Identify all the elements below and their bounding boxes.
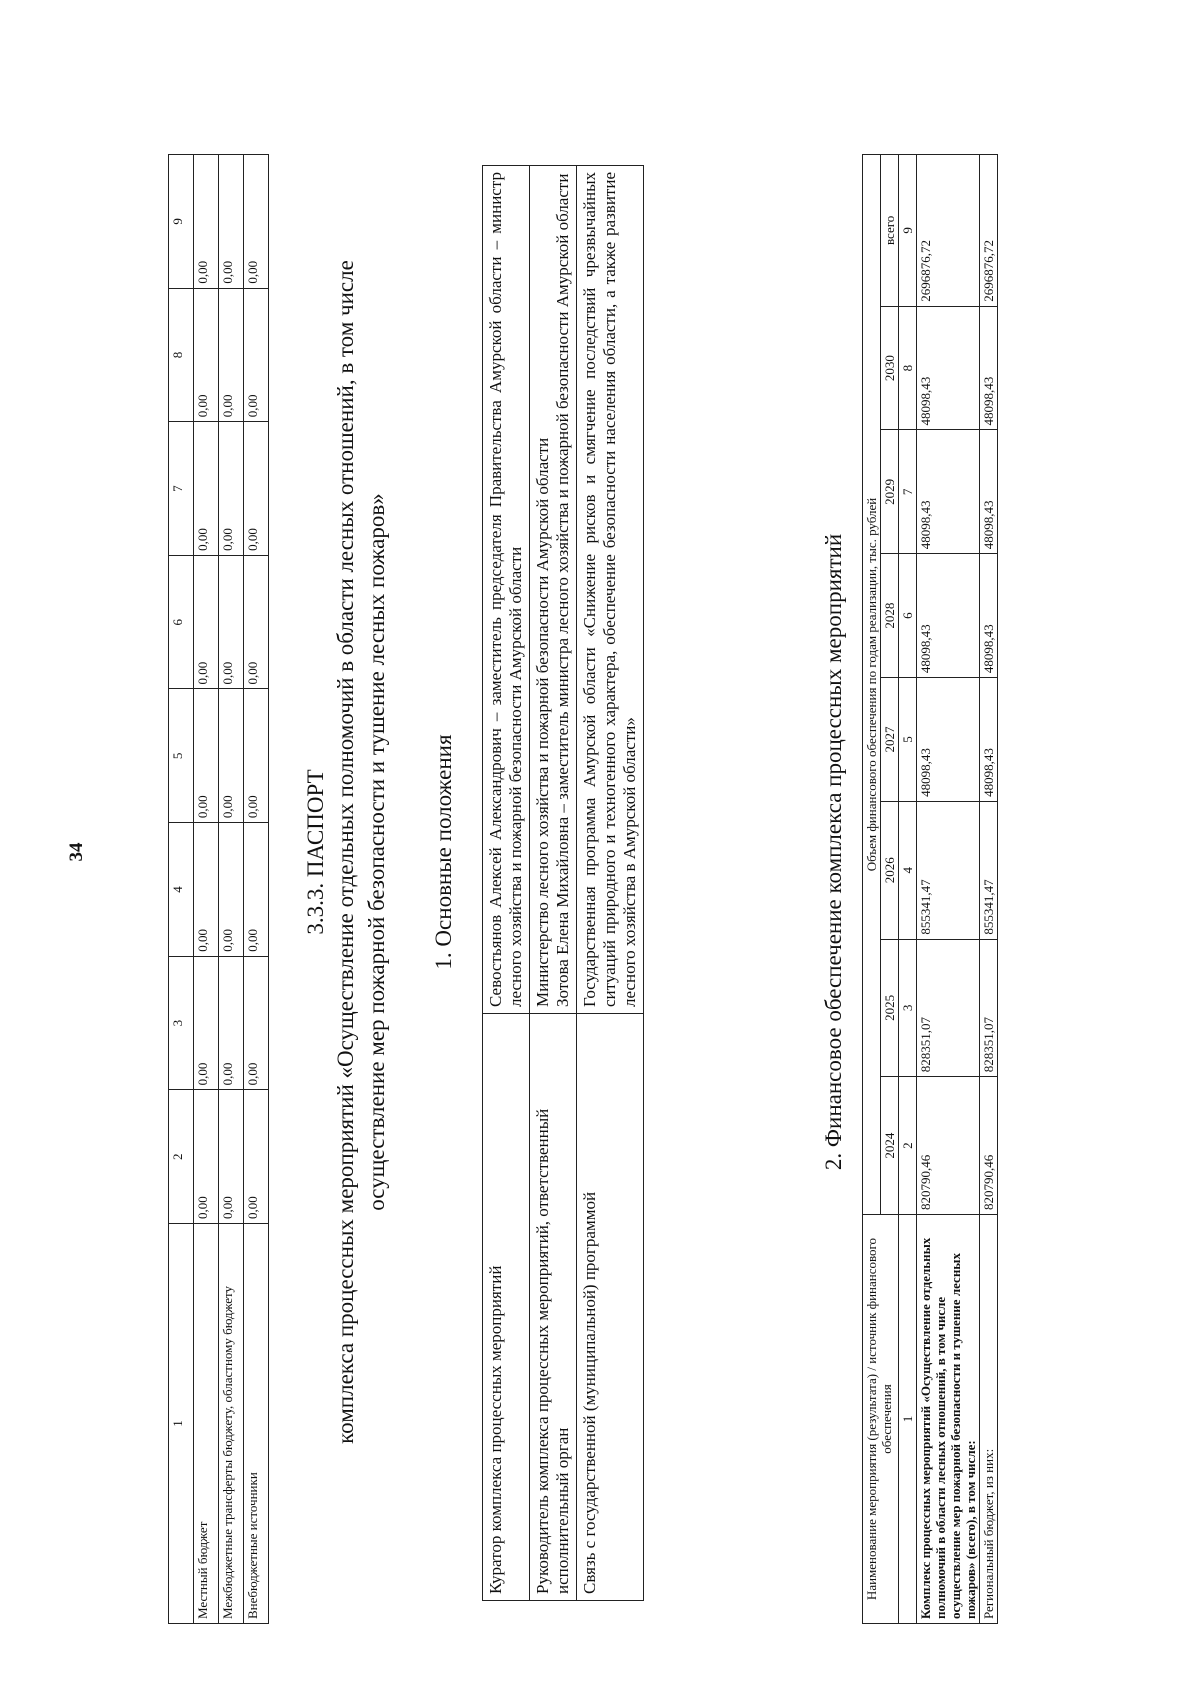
year-header: 2028	[881, 554, 899, 678]
table-row	[577, 166, 644, 1601]
value-cell: 0,00	[219, 823, 244, 957]
value-cell: 48098,43	[917, 678, 980, 802]
value-cell: 0,00	[219, 288, 244, 422]
value-cell: 2696876,72	[980, 155, 998, 307]
value-cell: 0,00	[194, 956, 219, 1090]
value-cell: 0,00	[194, 422, 219, 556]
complex-name-line-1: комплекса процессных мероприятий «Осуществление отдельных полномочий в области лесных отношений, в том числе	[333, 260, 358, 1444]
column-number: 9	[899, 155, 917, 307]
year-header: 2026	[881, 801, 899, 939]
provision-label: Связь с государственной (муниципальной) программой	[577, 1014, 644, 1601]
value-cell: 0,00	[244, 155, 269, 289]
header-cell: 2	[169, 1090, 194, 1224]
value-cell: 828351,07	[917, 939, 980, 1077]
value-cell: 0,00	[194, 288, 219, 422]
value-cell: 0,00	[244, 422, 269, 556]
value-cell: 0,00	[219, 689, 244, 823]
finance-row-label: Комплекс процессных мероприятий «Осуществление отдельных полномочий в области лесных отношений, в том числе осуществление мер пожарной безопасности и тушение лесных пожаров» (всего), в том числе:	[917, 1215, 980, 1624]
value-cell: 0,00	[244, 956, 269, 1090]
column-number: 5	[899, 678, 917, 802]
section-1-heading: 1. Основные положения	[431, 734, 456, 970]
year-header: 2027	[881, 678, 899, 802]
value-cell: 828351,07	[980, 939, 998, 1077]
provision-value: Государственная программа Амурской области «Снижение рисков и смягчение последствий чрезвычайных ситуаций природного и техногенного характера, обеспечение безопасности населения области, а также развитие лесного хозяйства в Амурской области»	[577, 166, 644, 1014]
header-cell: 4	[169, 823, 194, 957]
value-cell: 0,00	[244, 288, 269, 422]
complex-name	[330, 0, 392, 1704]
value-cell: 48098,43	[980, 430, 998, 554]
provision-value: Севостьянов Алексей Александрович – заместитель председателя Правительства Амурской области – министр лесного хозяйства и пожарной безопасности Амурской области	[483, 166, 530, 1014]
column-number: 1	[899, 1215, 917, 1624]
value-cell: 0,00	[219, 155, 244, 289]
value-cell: 0,00	[194, 689, 219, 823]
row-label: Межбюджетные трансферты бюджету, областному бюджету	[219, 1224, 244, 1624]
value-cell: 0,00	[244, 823, 269, 957]
row-label: Местный бюджет	[194, 1224, 219, 1624]
table-row	[244, 155, 269, 1624]
section-2-heading: 2. Финансовое обеспечение комплекса процессных мероприятий	[821, 533, 846, 1171]
provision-value-line: Министерство лесного хозяйства и пожарной безопасности Амурской области	[533, 437, 552, 1007]
value-cell: 48098,43	[980, 306, 998, 430]
column-number: 4	[899, 801, 917, 939]
value-cell: 820790,46	[917, 1077, 980, 1215]
table-row	[194, 155, 219, 1624]
column-number: 3	[899, 939, 917, 1077]
provision-value	[530, 166, 577, 1014]
table-row	[530, 166, 577, 1601]
finance-group-header: Объем финансового обеспечения по годам реализации, тыс. рублей	[863, 155, 881, 1215]
value-cell: 48098,43	[917, 430, 980, 554]
year-header: 2029	[881, 430, 899, 554]
table-row	[980, 155, 998, 1624]
column-number: 8	[899, 306, 917, 430]
page-number: 34	[66, 842, 87, 862]
value-cell: 48098,43	[980, 678, 998, 802]
provision-value-line: Зотова Елена Михайловна – заместитель министра лесного хозяйства и пожарной безопасности Амурской области	[553, 173, 572, 1007]
value-cell: 48098,43	[917, 306, 980, 430]
value-cell: 0,00	[244, 1090, 269, 1224]
provision-label: Руководитель комплекса процессных мероприятий, ответственный исполнительный орган	[530, 1014, 577, 1601]
value-cell: 0,00	[194, 823, 219, 957]
table-header-row	[169, 155, 194, 1624]
year-header: 2030	[881, 306, 899, 430]
finance-row-label: Региональный бюджет, из них:	[980, 1215, 998, 1624]
year-header: всего	[881, 155, 899, 307]
value-cell: 0,00	[219, 956, 244, 1090]
header-cell: 1	[169, 1224, 194, 1624]
value-cell: 0,00	[219, 555, 244, 689]
header-cell: 3	[169, 956, 194, 1090]
year-header: 2024	[881, 1077, 899, 1215]
table-row	[483, 166, 530, 1601]
column-number: 6	[899, 554, 917, 678]
header-cell: 9	[169, 155, 194, 289]
value-cell: 0,00	[244, 555, 269, 689]
table-row	[219, 155, 244, 1624]
value-cell: 2696876,72	[917, 155, 980, 307]
row-label: Внебюджетные источники	[244, 1224, 269, 1624]
value-cell: 855341,47	[917, 801, 980, 939]
table-row	[917, 155, 980, 1624]
value-cell: 0,00	[219, 422, 244, 556]
finance-header-row	[863, 155, 881, 1624]
finance-table	[862, 154, 998, 1624]
value-cell: 0,00	[194, 1090, 219, 1224]
provisions-table	[482, 165, 644, 1601]
value-cell: 0,00	[219, 1090, 244, 1224]
complex-name-line-2: осуществление мер пожарной безопасности и тушение лесных пожаров»	[364, 493, 389, 1211]
value-cell: 0,00	[244, 689, 269, 823]
passport-title: 3.3.3. ПАСПОРТ	[303, 769, 328, 935]
year-header: 2025	[881, 939, 899, 1077]
provision-label: Куратор комплекса процессных мероприятий	[483, 1014, 530, 1601]
value-cell: 48098,43	[980, 554, 998, 678]
header-cell: 7	[169, 422, 194, 556]
value-cell: 0,00	[194, 155, 219, 289]
finance-name-header: Наименование мероприятия (результата) / источник финансового обеспечения	[863, 1215, 899, 1624]
column-number: 7	[899, 430, 917, 554]
column-number: 2	[899, 1077, 917, 1215]
budget-sources-table	[168, 154, 269, 1624]
value-cell: 855341,47	[980, 801, 998, 939]
value-cell: 820790,46	[980, 1077, 998, 1215]
value-cell: 0,00	[194, 555, 219, 689]
header-cell: 5	[169, 689, 194, 823]
header-cell: 8	[169, 288, 194, 422]
header-cell: 6	[169, 555, 194, 689]
value-cell: 48098,43	[917, 554, 980, 678]
finance-numbers-row	[899, 155, 917, 1624]
